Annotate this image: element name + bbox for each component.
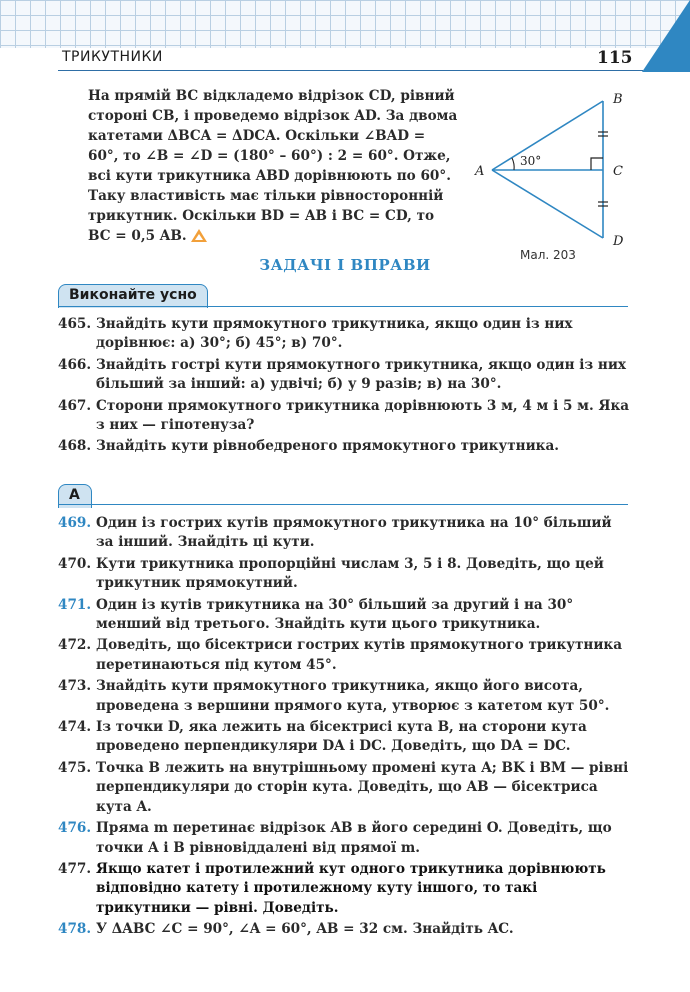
intro-text: На прямій BC відкладемо відрізок CD, рівний стороні CB, і проведемо відрізок AD. За двома катетами ΔBCA = ΔDCA. Оскільки ∠BAD = 60°, то ∠B = ∠D = (180° – 60°) : 2 = 60°. Отже, всі кути трикутника ABD дорівнюють по 60°. Таку властивість має тільки рівносторонній трикутник. Оскільки BD = AB і BC = CD, то BC = 0,5 AB.	[88, 88, 458, 244]
angle-arc	[512, 158, 514, 170]
problem-number: 467.	[58, 397, 92, 414]
vertex-label-c: C	[613, 164, 623, 179]
problem-number: 475.	[58, 759, 92, 776]
problem-text: Знайдіть кути прямокутного трикутника, якщо один із них дорівнює: а) 30°; б) 45°; в) 70°.	[96, 316, 573, 352]
problem-text: Точка B лежить на внутрішньому промені кута A; BK і BM — рівні перпендикуляри до сторін кута. Доведіть, що AB — бісектриса кута A.	[96, 759, 629, 815]
problem-item	[58, 437, 630, 456]
problem-item	[58, 718, 630, 757]
problem-item	[58, 397, 630, 436]
vertex-label-a: A	[475, 164, 485, 179]
problem-item	[58, 860, 630, 918]
chapter-title: ТРИКУТНИКИ	[62, 49, 163, 65]
problem-text: Знайдіть гострі кути прямокутного трикутника, якщо один із них більший за інший: а) удвічі; б) у 9 разів; в) на 30°.	[96, 356, 627, 393]
tab-level-a-line	[58, 504, 628, 505]
problem-number: 472.	[58, 637, 92, 654]
problem-number: 470.	[58, 555, 92, 572]
problem-text: Якщо катет і протилежний кут одного трикутника дорівнюють відповідно катету і протилежному куту іншого, то такі трикутники — рівні. Доведіть.	[96, 860, 606, 916]
figure-caption: Мал. 203	[520, 248, 576, 262]
problem-item	[58, 356, 630, 395]
problem-item	[58, 636, 630, 675]
problem-item	[58, 555, 630, 594]
section-title: ЗАДАЧІ І ВПРАВИ	[259, 256, 431, 274]
vertex-label-d: D	[613, 234, 624, 249]
problem-item	[58, 514, 630, 553]
problem-text: Із точки D, яка лежить на бісектрисі кута B, на сторони кута проведено перпендикуляри DA і DC. Доведіть, що DA = DC.	[96, 719, 587, 755]
problem-text: У ΔABC ∠C = 90°, ∠A = 60°, AB = 32 см. Знайдіть AC.	[96, 921, 514, 938]
problem-text: Один із кутів трикутника на 30° більший за другий і на 30° менший від третього. Знайдіть кути цього трикутника.	[96, 596, 574, 633]
side-ab	[492, 101, 603, 170]
page-number: 115	[597, 48, 633, 68]
problem-item	[58, 596, 630, 635]
vertex-label-b: B	[613, 92, 623, 107]
end-of-proof-icon	[191, 229, 207, 242]
tab-level-a: А	[58, 484, 92, 508]
problem-number: 478.	[58, 921, 92, 938]
problem-number: 471.	[58, 596, 92, 613]
side-ad	[492, 170, 603, 238]
header-divider	[58, 70, 643, 71]
problem-text: Один із гострих кутів прямокутного трикутника на 10° більший за інший. Знайдіть ці кути.	[96, 515, 612, 551]
problem-number: 468.	[58, 438, 92, 455]
problem-text: Кути трикутника пропорційні числам 3, 5 і 8. Доведіть, що цей трикутник прямокутний.	[96, 555, 604, 592]
right-angle-mark	[591, 158, 603, 170]
intro-paragraph	[88, 86, 460, 246]
problem-text: Пряма m перетинає відрізок AB в його середині O. Доведіть, що точки A і B рівновіддалені від прямої m.	[96, 820, 612, 856]
page-corner-decoration	[642, 0, 690, 72]
problem-number: 469.	[58, 515, 92, 531]
problem-number: 476.	[58, 820, 92, 837]
level-a-problems-list	[58, 514, 630, 940]
problem-number: 466.	[58, 356, 92, 373]
tab-oral-line	[58, 306, 628, 307]
problem-text: Знайдіть кути рівнобедреного прямокутного трикутника.	[96, 438, 560, 455]
header-grid	[0, 0, 690, 48]
angle-label: 30°	[520, 154, 542, 168]
problem-number: 465.	[58, 316, 92, 332]
problem-number: 477.	[58, 860, 92, 877]
oral-problems-list	[58, 315, 630, 457]
problem-item	[58, 759, 630, 817]
problem-item	[58, 315, 630, 354]
problem-item	[58, 920, 630, 939]
problem-number: 474.	[58, 719, 92, 736]
problem-number: 473.	[58, 678, 92, 695]
tab-oral: Виконайте усно	[58, 284, 208, 308]
problem-item	[58, 677, 630, 716]
problem-text: Доведіть, що бісектриси гострих кутів прямокутного трикутника перетинаються під кутом 45°.	[96, 637, 623, 673]
problem-item	[58, 819, 630, 858]
problem-text: Сторони прямокутного трикутника дорівнюють 3 м, 4 м і 5 м. Яка з них — гіпотенуза?	[96, 397, 630, 434]
problem-text: Знайдіть кути прямокутного трикутника, якщо його висота, проведена з вершини прямого кута, утворює з катетом кут 50°.	[96, 678, 610, 714]
triangle-figure	[470, 86, 630, 266]
